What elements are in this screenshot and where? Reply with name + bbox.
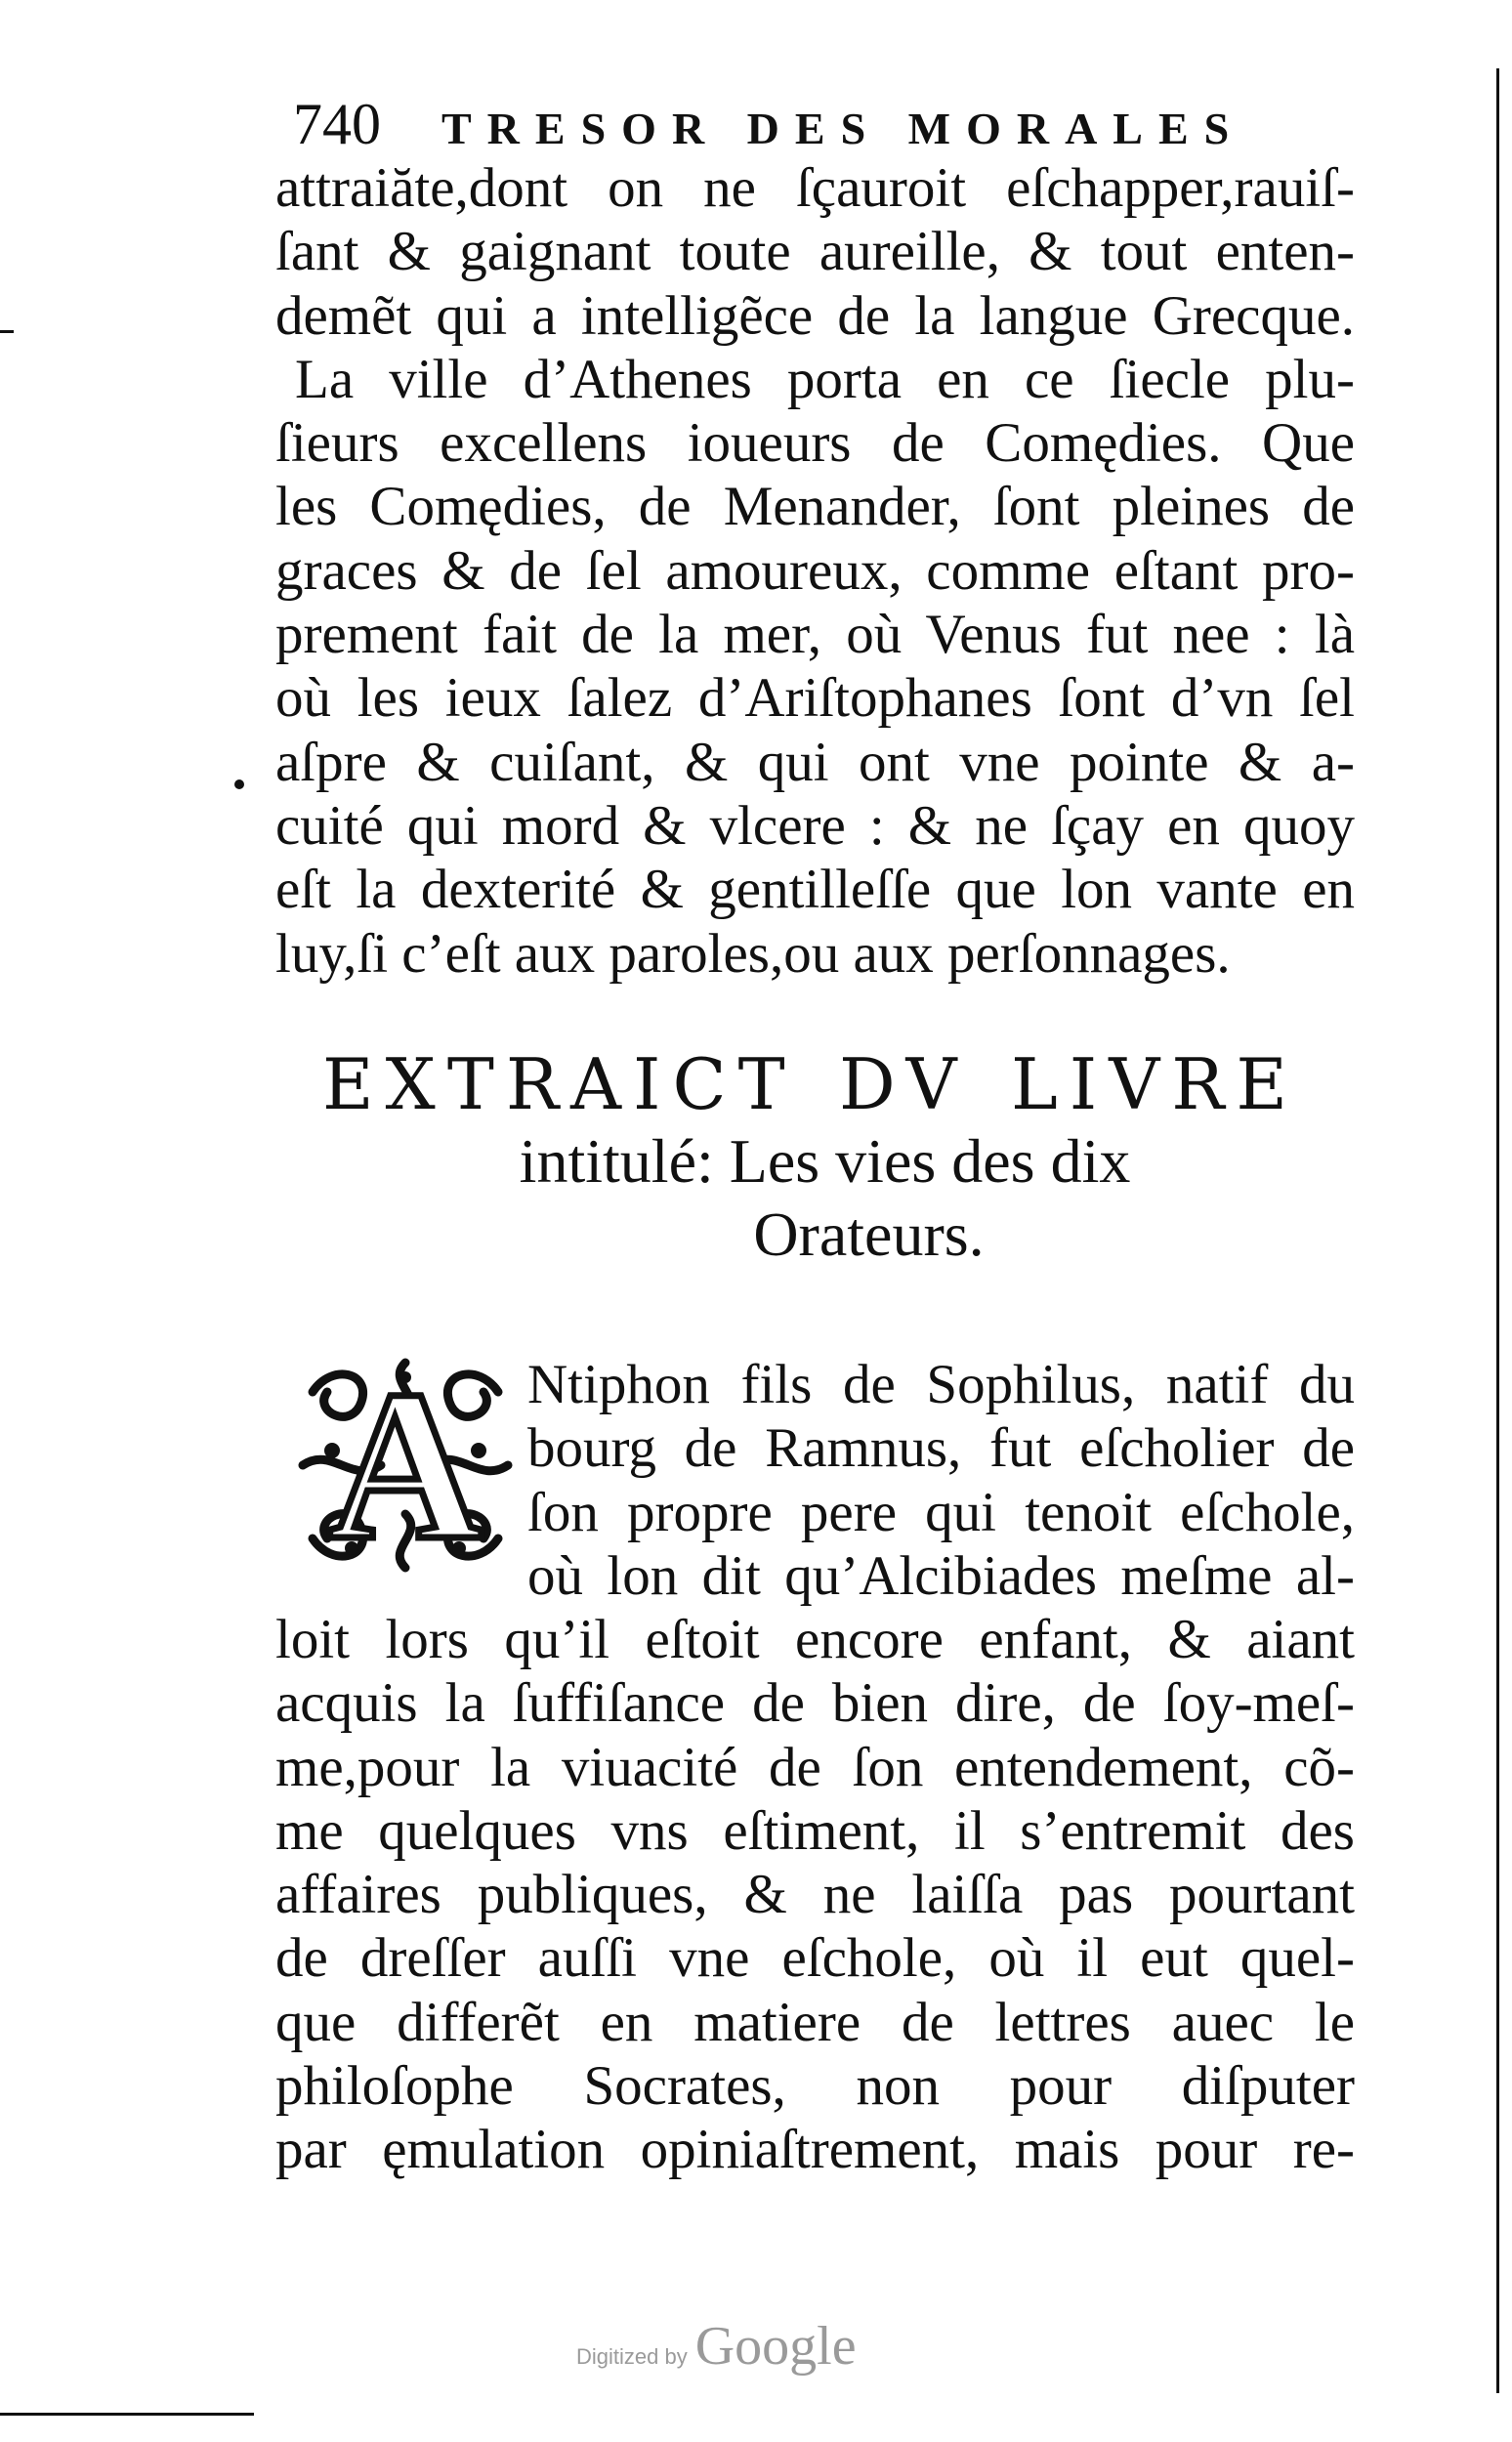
digitized-by-label: Digitized by <box>576 2344 688 2369</box>
section-heading: EXTRAICT DV LIVRE <box>322 1043 1299 1125</box>
text-line: demẽt qui a intelligẽce de la langue Grecque. <box>275 284 1355 347</box>
text-line: graces & de ſel amoureux, comme eſtant pro- <box>275 539 1355 602</box>
text-line: affaires publiques, & ne laiſſa pas pourtant <box>275 1864 1355 1926</box>
running-title: TRESOR DES MORALES <box>441 104 1245 153</box>
text-line: de dreſſer auſſi vne eſchole, où il eut quel- <box>275 1927 1355 1990</box>
text-line: les Comędies, de Menander, ſont pleines de <box>275 476 1355 538</box>
text-line: où les ieux ſalez d’Ariſtophanes ſont d’vn ſel <box>275 667 1355 730</box>
text-line: acquis la ſuffiſance de bien dire, de ſoy-meſ- <box>275 1672 1355 1735</box>
google-logo: Google <box>694 2316 857 2377</box>
running-head <box>293 90 1270 158</box>
text-line: philoſophe Socrates, non pour diſputer <box>275 2055 1355 2118</box>
text-line: luy,ſi c’eſt aux paroles,ou aux perſonnages. <box>275 922 1231 985</box>
text-line: La ville d’Athenes porta en ce ſiecle plu- <box>295 348 1355 410</box>
page-number: 740 <box>293 92 381 156</box>
section-subheading: Orateurs. <box>753 1200 985 1269</box>
text-line: ſant & gaignant toute aureille, & tout enten- <box>275 221 1355 283</box>
text-line: ſon propre pere qui tenoit eſchole, <box>527 1481 1355 1543</box>
text-line: eſt la dexterité & gentilleſſe que lon vante en <box>275 859 1355 921</box>
scan-edge-mark <box>0 2413 254 2416</box>
text-line: ſieurs excellens ioueurs de Comędies. Que <box>275 412 1355 475</box>
text-line: cuité qui mord & vlcere : & ne ſçay en quoy <box>275 794 1355 857</box>
text-line: bourg de Ramnus, fut eſcholier de <box>527 1417 1355 1480</box>
text-line: me,pour la viuacité de ſon entendement, cõ- <box>275 1736 1355 1798</box>
text-line: me quelques vns eſtiment, il s’entremit des <box>275 1799 1355 1862</box>
text-line: que differẽt en matiere de lettres auec le <box>275 1991 1355 2053</box>
text-line: Ntiphon fils de Sophilus, natif du <box>527 1354 1355 1415</box>
text-line: aſpre & cuiſant, & qui ont vne pointe & a- <box>275 731 1355 793</box>
scan-edge-mark <box>1496 68 1499 2393</box>
text-line: attraiăte,dont on ne ſçauroit eſchapper,rauiſ- <box>275 157 1355 219</box>
text-line: où lon dit qu’Alcibiades meſme al- <box>527 1544 1355 1607</box>
margin-dot <box>234 779 244 789</box>
text-line: par ęmulation opiniaſtrement, mais pour re- <box>275 2119 1355 2181</box>
scan-edge-mark <box>0 330 14 333</box>
text-block-antiphon <box>275 1608 1355 2182</box>
drop-cap-letter: A <box>327 1346 483 1584</box>
text-block-antiphon-indented <box>527 1353 1355 1608</box>
digitization-watermark <box>576 2315 947 2393</box>
section-subheading: intitulé: Les vies des dix <box>519 1126 1131 1196</box>
text-line: loit lors qu’il eſtoit encore enfant, & aiant <box>275 1609 1355 1670</box>
ornamental-initial <box>293 1346 518 1584</box>
text-block-comedies <box>275 156 1355 986</box>
text-line: prement fait de la mer, où Venus fut nee : là <box>275 604 1355 666</box>
